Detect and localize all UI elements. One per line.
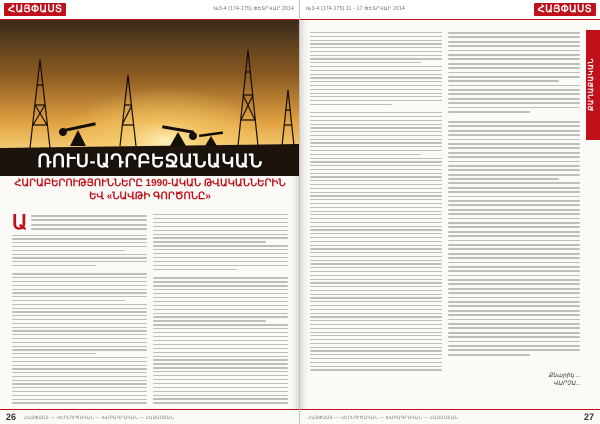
left-body-columns [12,214,288,404]
left-header-bar [0,0,300,20]
left-footer-text: ՀԱՅՓԱՍՏ — ՎԵՐԼՈՒԾԱԿԱՆ — ԽՄԲԱԳՐԱԿԱՆ — ՀԱՅԱՍՏԱՆ [24,415,174,420]
right-footer [300,409,600,424]
magazine-logo-right: ՀԱՅՓԱՍՏ [534,3,596,16]
author-signature [548,372,580,388]
drop-cap: Ա [12,212,28,234]
left-page-number: 26 [6,412,17,422]
first-paragraph [12,214,147,232]
author-name: Քնարիկ ... [548,373,580,379]
body-column-2 [153,214,288,404]
magazine-logo: ՀԱՅՓԱՍՏ [4,3,66,16]
right-page [300,0,600,424]
article-subtitle-line-2: ԵՎ «ՆԱՎԹԻ ԳՈՐԾՈՆԸ» [89,191,211,202]
right-header-bar [300,0,600,20]
left-footer [0,409,300,424]
article-main-title: ՌՈՒՍ-ԱԴՐԲԵՋԱՆԱԿԱՆ [37,151,263,171]
section-label: ՔԱՂԱՔԱԿԱՆ [588,58,595,112]
right-footer-text: ՀԱՅՓԱՍՏ — ՎԵՐԼՈՒԾԱԿԱՆ — ԽՄԲԱԳՐԱԿԱՆ — ՀԱՅԱՍՏԱՆ [308,415,458,420]
body-column-1 [12,214,147,404]
right-issue-info: №3-4 (174-175) 11 - 17 ՓԵՏՐՎԱՐ 2014 [306,6,405,12]
body-column-4 [448,32,580,370]
author-role: ՎԱՐՉԱ... [553,381,580,387]
right-page-number: 27 [583,412,594,422]
left-issue-info: №3-4 (174-175) ՓԵՏՐՎԱՐ 2014 [213,6,294,12]
article-subtitle-line-1: ՀԱՐԱԲԵՐՈՒԹՅՈՒՆՆԵՐԸ 1990-ԱԿԱՆ ԹՎԱԿԱՆՆԵՐԻՆ [14,178,286,189]
right-body-columns [310,32,580,370]
section-side-tab [586,30,600,140]
body-column-3 [310,32,442,370]
